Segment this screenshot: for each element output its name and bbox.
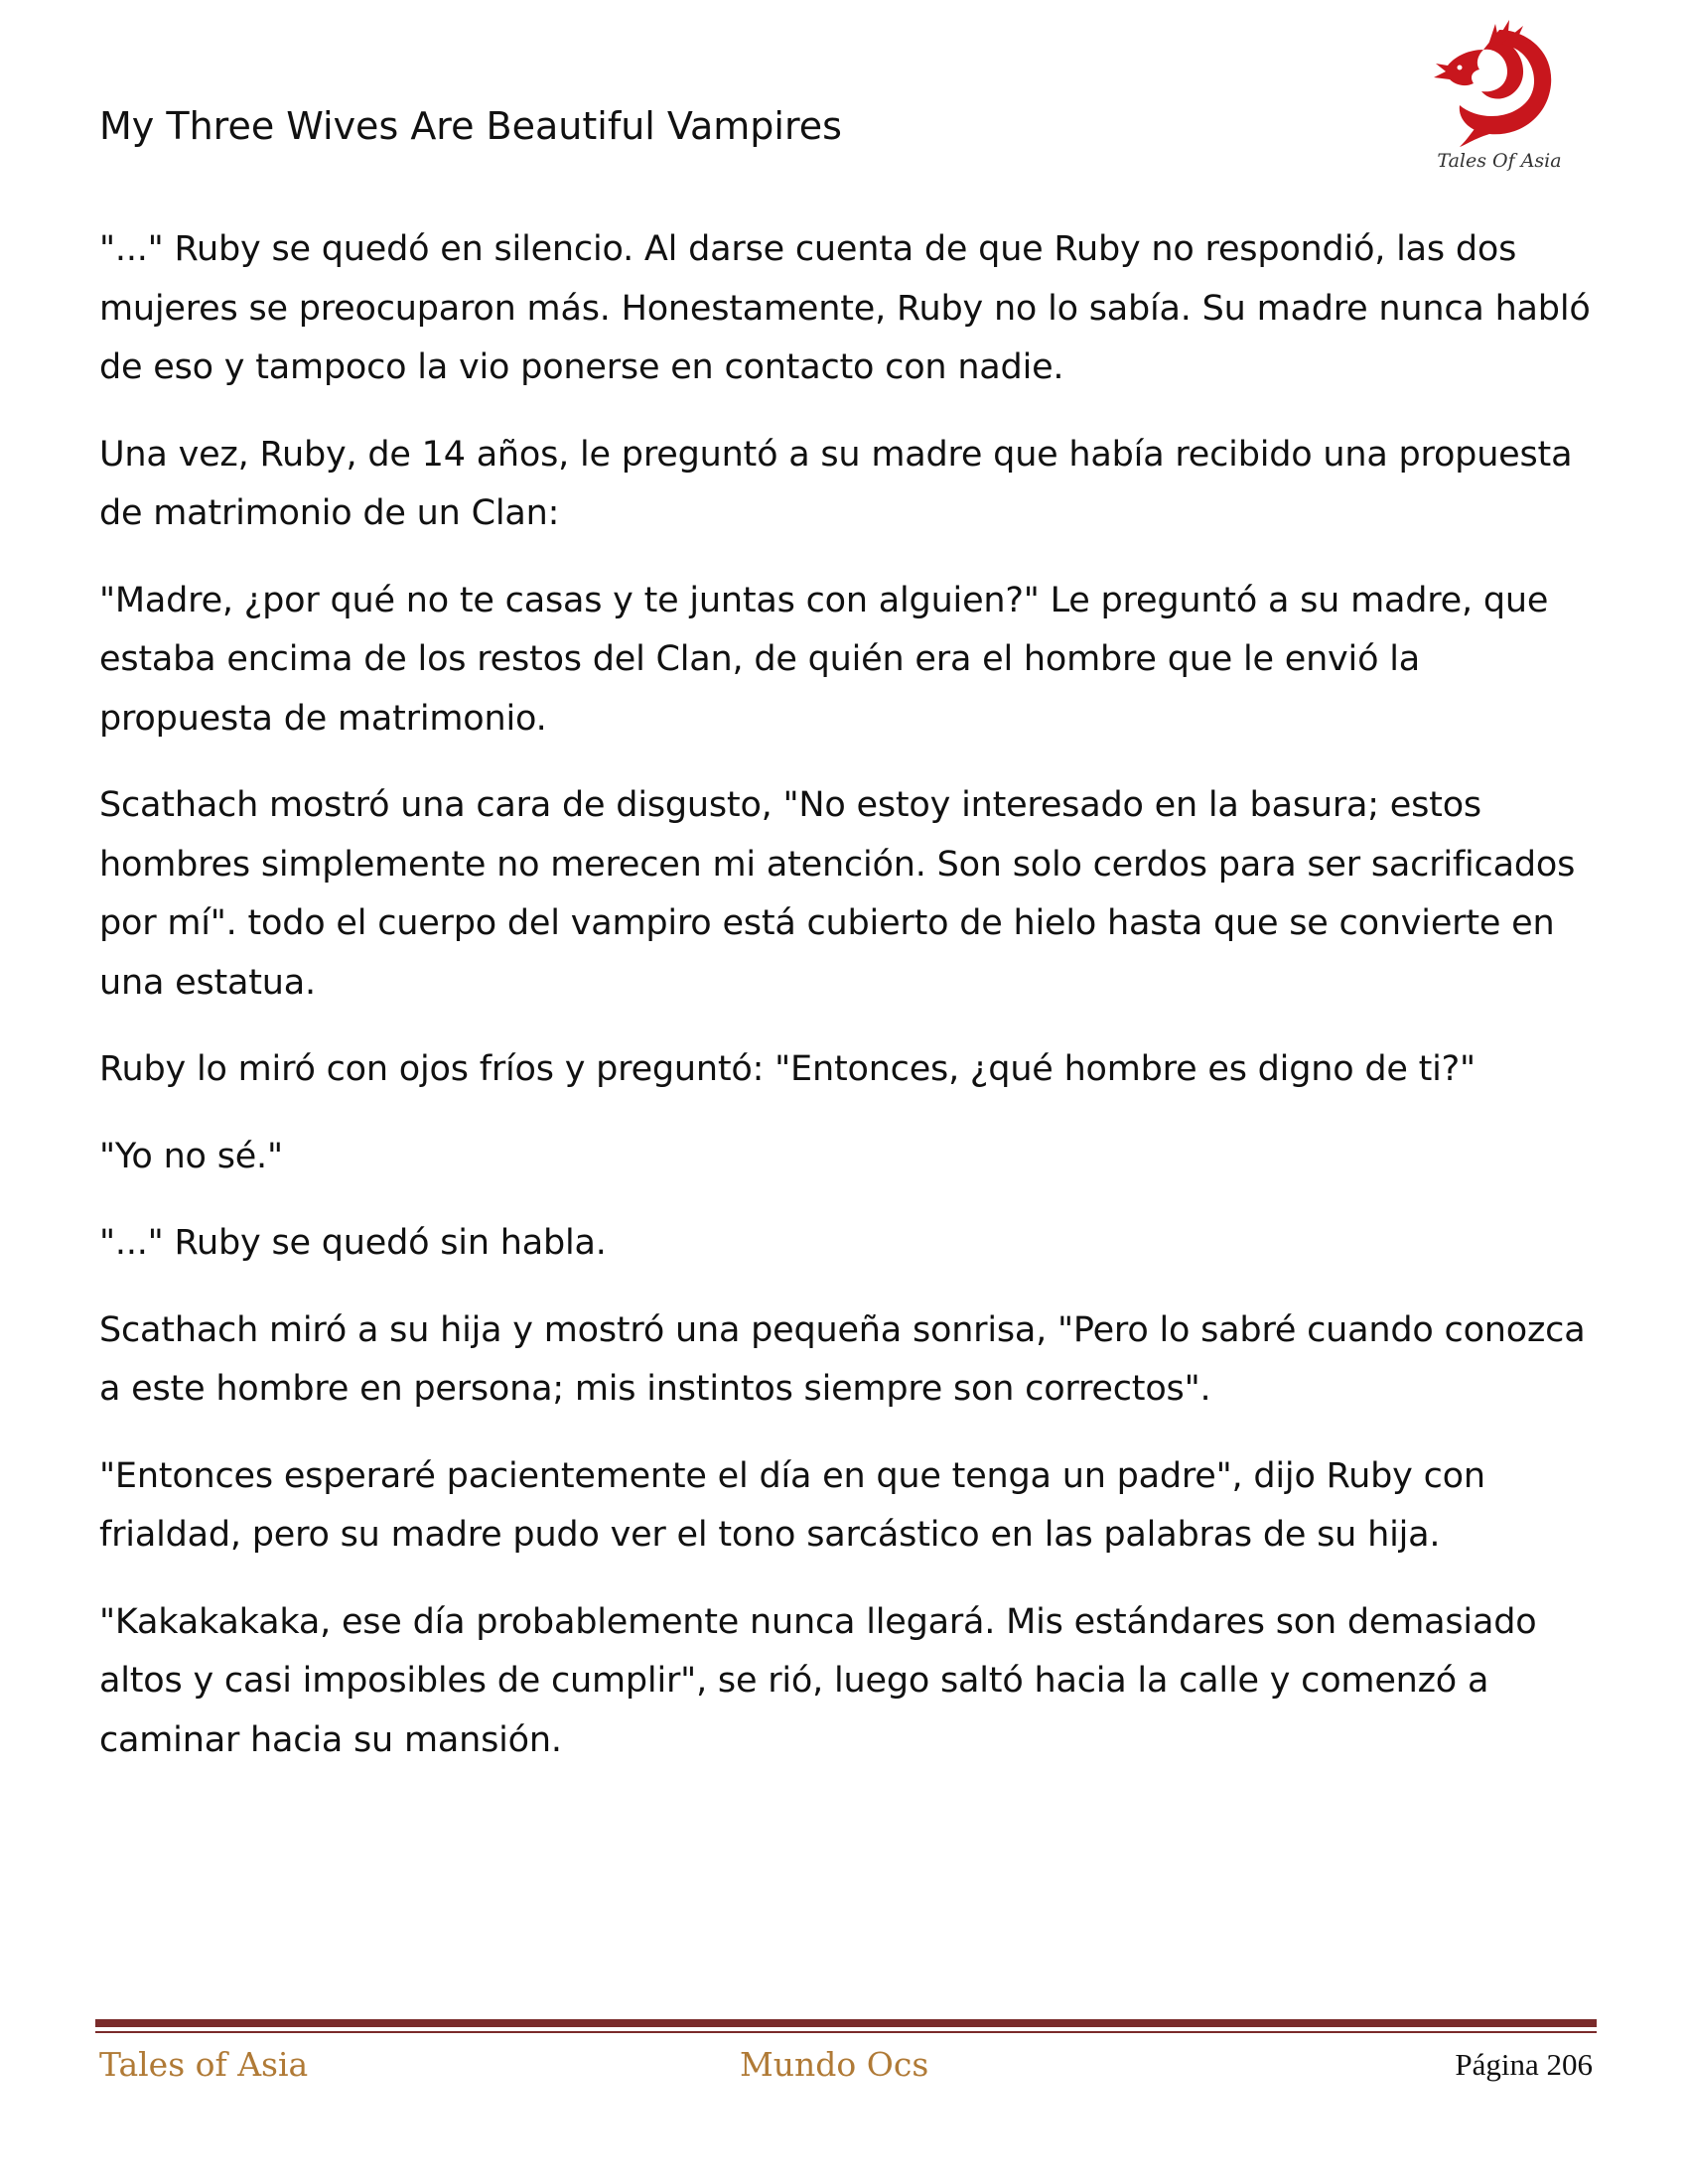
document-header-title: My Three Wives Are Beautiful Vampires (99, 104, 842, 148)
footer-publisher: Tales of Asia (99, 2045, 309, 2084)
paragraph: "..." Ruby se quedó sin habla. (99, 1223, 607, 1263)
paragraph: Una vez, Ruby, de 14 años, le preguntó a su madre que había recibido una propuesta de matrimonio de un Clan: (99, 434, 1573, 533)
paragraph: "Entonces esperaré pacientemente el día en que tenga un padre", dijo Ruby con frialdad, pero su madre pudo ver el tono sarcástico en las palabras de su hija. (99, 1455, 1485, 1555)
paragraph: "Kakakakaka, ese día probablemente nunca llegará. Mis estándares son demasiado altos y casi imposibles de cumplir", se rió, luego saltó hacia la calle y comenzó a caminar hacia su mansión. (99, 1601, 1537, 1760)
document-body (99, 220, 1594, 1798)
footer-divider-thin (95, 2031, 1597, 2033)
paragraph: Scathach miró a su hija y mostró una pequeña sonrisa, "Pero lo sabré cuando conozca a este hombre en persona; mis instintos siempre son correctos". (99, 1309, 1586, 1409)
page-number: Página 206 (1455, 2047, 1593, 2082)
logo-text: Tales Of Asia (1437, 150, 1562, 172)
paragraph: "Madre, ¿por qué no te casas y te juntas con alguien?" Le preguntó a su madre, que estaba encima de los restos del Clan, de quién era el hombre que le envió la propuesta de matrimonio. (99, 580, 1549, 739)
paragraph: "..." Ruby se quedó en silencio. Al darse cuenta de que Ruby no respondió, las dos mujeres se preocuparon más. Honestamente, Ruby no lo sabía. Su madre nunca habló de eso y tampoco la vio ponerse en contacto con nadie. (99, 229, 1591, 387)
paragraph: "Yo no sé." (99, 1136, 283, 1176)
dragon-icon (1430, 20, 1569, 149)
paragraph: Ruby lo miró con ojos fríos y preguntó: "Entonces, ¿qué hombre es digno de ti?" (99, 1049, 1476, 1089)
footer-site: Mundo Ocs (740, 2045, 929, 2084)
publisher-logo (1430, 20, 1569, 179)
paragraph: Scathach mostró una cara de disgusto, "No estoy interesado en la basura; estos hombres simplemente no merecen mi atención. Son solo cerdos para ser sacrificados por mí". todo el cuerpo del vampiro está cubierto de hielo hasta que se convierte en una estatua. (99, 785, 1576, 1003)
footer-divider (95, 2019, 1597, 2027)
